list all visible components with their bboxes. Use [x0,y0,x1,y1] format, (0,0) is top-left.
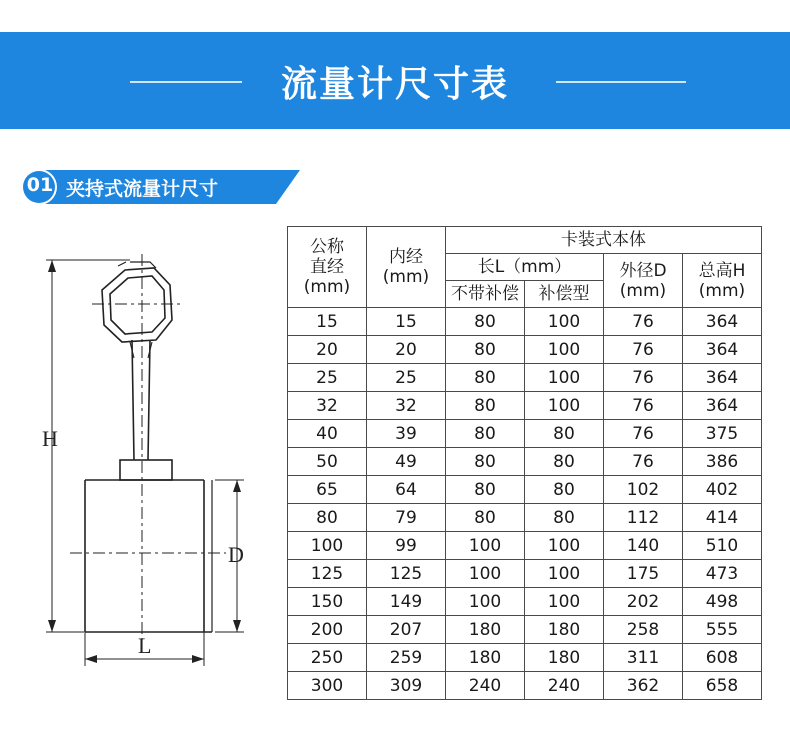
table-cell: 180 [446,616,525,644]
table-cell: 510 [683,532,762,560]
table-cell: 364 [683,392,762,420]
section-header [18,168,300,206]
header-no-comp: 不带补偿 [446,281,525,308]
table-cell: 25 [367,364,446,392]
table-cell: 311 [604,644,683,672]
table-cell: 240 [525,672,604,700]
header-inner: 内经 (mm) [367,227,446,308]
table-cell: 100 [525,588,604,616]
flowmeter-diagram [30,240,270,680]
table-cell: 258 [604,616,683,644]
table-cell: 300 [288,672,367,700]
flowmeter-drawing [30,240,270,684]
table-cell: 100 [525,364,604,392]
page-title: 流量计尺寸表 [280,64,509,105]
table-cell: 80 [446,308,525,336]
table-row [288,308,762,336]
table-cell: 76 [604,392,683,420]
table-cell: 125 [288,560,367,588]
table-cell: 76 [604,336,683,364]
table-cell: 50 [288,448,367,476]
table-cell: 102 [604,476,683,504]
table-cell: 80 [525,476,604,504]
table-cell: 40 [288,420,367,448]
header-body-group: 卡装式本体 [446,227,762,254]
table-cell: 149 [367,588,446,616]
table-cell: 658 [683,672,762,700]
dimension-h-label: H [42,426,58,451]
header-outer: 外径D (mm) [604,254,683,308]
table-cell: 180 [446,644,525,672]
table-cell: 259 [367,644,446,672]
table-cell: 140 [604,532,683,560]
table-cell: 76 [604,364,683,392]
header-length-group: 长L（mm） [446,254,604,281]
table-row [288,504,762,532]
table-cell: 175 [604,560,683,588]
table-row [288,336,762,364]
table-cell: 608 [683,644,762,672]
table-cell: 555 [683,616,762,644]
table-cell: 414 [683,504,762,532]
table-row [288,392,762,420]
table-cell: 32 [367,392,446,420]
table-cell: 80 [446,504,525,532]
table-cell: 364 [683,308,762,336]
table-cell: 15 [367,308,446,336]
table-cell: 362 [604,672,683,700]
table-cell: 64 [367,476,446,504]
table-cell: 150 [288,588,367,616]
banner-right-rule [556,81,686,83]
table-cell: 25 [288,364,367,392]
table-cell: 39 [367,420,446,448]
dimension-l-label: L [138,633,152,658]
table-cell: 80 [446,336,525,364]
table-cell: 207 [367,616,446,644]
table-cell: 80 [525,504,604,532]
table-cell: 80 [446,448,525,476]
table-cell: 200 [288,616,367,644]
table-cell: 15 [288,308,367,336]
table-cell: 20 [288,336,367,364]
table-cell: 100 [446,532,525,560]
table-cell: 250 [288,644,367,672]
table-cell: 80 [446,392,525,420]
table-body [288,308,762,700]
table-row [288,672,762,700]
table-cell: 20 [367,336,446,364]
table-row [288,420,762,448]
table-cell: 240 [446,672,525,700]
table-cell: 99 [367,532,446,560]
table-cell: 364 [683,364,762,392]
table-cell: 49 [367,448,446,476]
table-cell: 100 [525,392,604,420]
table-cell: 80 [446,476,525,504]
table-row [288,644,762,672]
table-cell: 180 [525,616,604,644]
table-cell: 80 [446,420,525,448]
table-row [288,364,762,392]
table-cell: 100 [525,308,604,336]
table-cell: 80 [525,420,604,448]
table-cell: 100 [525,532,604,560]
header-height: 总高H (mm) [683,254,762,308]
section-number: 01 [26,174,54,196]
table-cell: 80 [525,448,604,476]
table-cell: 76 [604,308,683,336]
table-row [288,476,762,504]
title-banner [0,32,790,129]
table-cell: 80 [288,504,367,532]
table-cell: 100 [525,560,604,588]
table-cell: 402 [683,476,762,504]
table-cell: 79 [367,504,446,532]
table-cell: 32 [288,392,367,420]
table-cell: 386 [683,448,762,476]
table-cell: 202 [604,588,683,616]
table-cell: 100 [288,532,367,560]
table-cell: 100 [525,336,604,364]
table-cell: 76 [604,420,683,448]
table-row [288,448,762,476]
table-cell: 309 [367,672,446,700]
table-cell: 375 [683,420,762,448]
table-cell: 180 [525,644,604,672]
table-row [288,616,762,644]
section-title: 夹持式流量计尺寸 [66,178,219,200]
table-cell: 498 [683,588,762,616]
header-nominal: 公称 直经 (mm) [288,227,367,308]
table-row [288,560,762,588]
table-cell: 100 [446,588,525,616]
table-row [288,588,762,616]
table-cell: 364 [683,336,762,364]
table-cell: 80 [446,364,525,392]
table-header-row [288,227,762,254]
dimension-d-label: D [228,542,244,567]
header-comp: 补偿型 [525,281,604,308]
table-cell: 65 [288,476,367,504]
table-cell: 100 [446,560,525,588]
table-cell: 112 [604,504,683,532]
table-row [288,532,762,560]
table-cell: 473 [683,560,762,588]
table-cell: 125 [367,560,446,588]
dimension-table [287,226,762,700]
table-cell: 76 [604,448,683,476]
